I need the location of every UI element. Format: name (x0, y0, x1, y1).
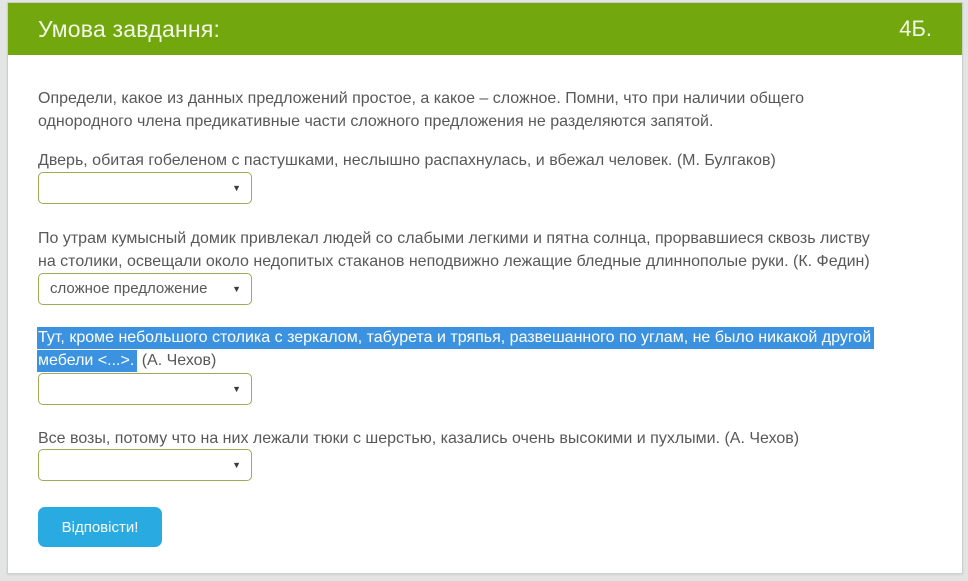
chevron-down-icon: ▼ (232, 284, 241, 294)
sentence-2-text-line-1: По утрам кумысный домик привлекал людей со слабыми легкими и пятна солнца, прорвавшиеся сквозь листву (38, 230, 870, 247)
sentence-3-text-line-2 (38, 349, 874, 372)
sentence-3-highlighted-text-1: Тут, кроме небольшого столика с зеркалом, табурета и тряпья, развешанного по углам, не было никакой другой (37, 327, 874, 349)
sentence-2-type-select[interactable] (38, 273, 252, 305)
task-content (8, 55, 962, 573)
chevron-down-icon: ▼ (232, 183, 241, 193)
task-description (38, 87, 804, 133)
task-header-title: Умова завдання: (38, 15, 221, 42)
task-description-line-1: Определи, какое из данных предложений простое, а какое – сложное. Помни, что при наличии общего (38, 90, 805, 107)
sentence-4-type-select[interactable] (38, 449, 252, 481)
task-header (8, 3, 962, 55)
task-description-line-2: однородного члена предикативные части сложного предложения не разделяются запятой. (38, 113, 714, 130)
sentence-3-author: (А. Чехов) (137, 352, 217, 369)
chevron-down-icon: ▼ (232, 460, 241, 470)
sentence-3-highlighted-text-2: мебели <...>. (37, 350, 137, 372)
sentence-2 (38, 227, 870, 273)
sentence-3 (38, 326, 874, 372)
sentence-1-type-select[interactable] (38, 172, 252, 204)
task-card (7, 2, 963, 574)
sentence-4-text: Все возы, потому что на них лежали тюки с шерстью, казались очень высокими и пухлыми. (А. Чехов) (38, 430, 800, 447)
sentence-1 (38, 149, 776, 172)
sentence-1-text: Дверь, обитая гобеленом с пастушками, неслышно распахнулась, и вбежал человек. (М. Булгаков) (38, 152, 776, 169)
answer-button[interactable]: Відповісти! (38, 507, 162, 547)
sentence-2-text-line-2: на столики, освещали около недопитых стаканов неподвижно лежащие бледные длиннополые руки. (К. Федин) (38, 253, 870, 270)
chevron-down-icon: ▼ (232, 384, 241, 394)
sentence-4 (38, 427, 799, 450)
task-points-badge: 4Б. (899, 16, 932, 41)
sentence-3-type-select[interactable] (38, 373, 252, 405)
sentence-3-text-line-1 (38, 326, 874, 349)
sentence-2-select-value: сложное предложение (50, 280, 208, 297)
